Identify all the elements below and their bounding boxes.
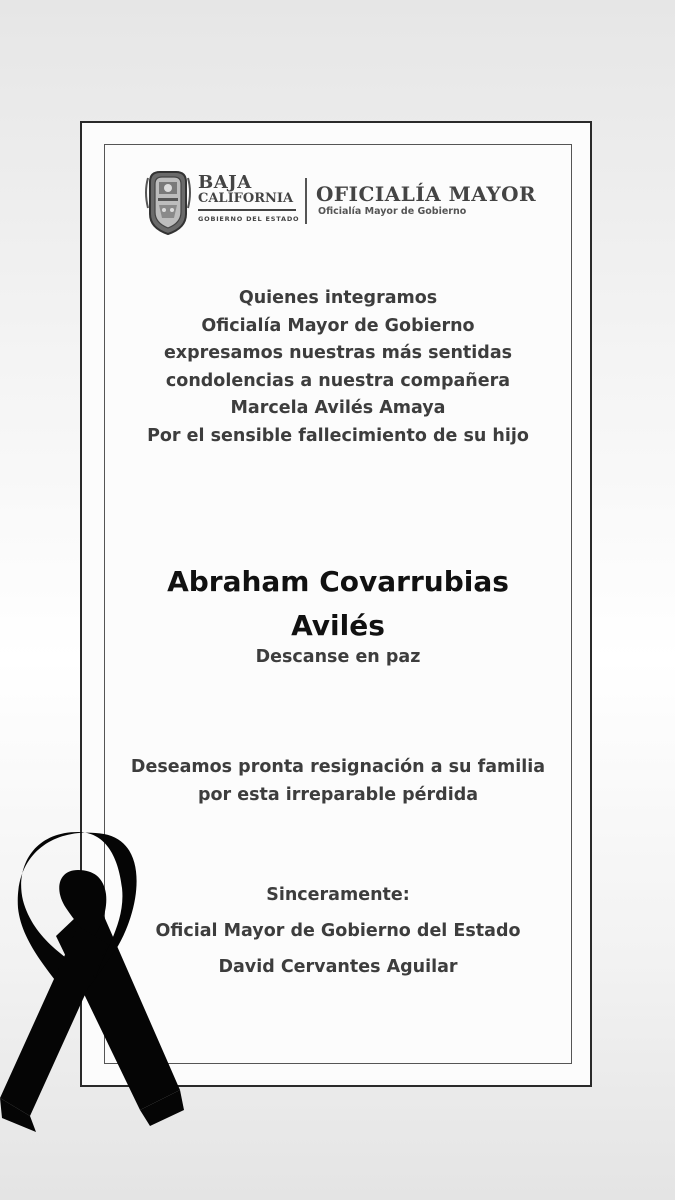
signature-title: Oficial Mayor de Gobierno del Estado — [155, 921, 521, 941]
rest-in-peace: Descanse en paz — [255, 647, 421, 667]
message-line: Marcela Avilés Amaya — [230, 398, 446, 418]
signature-closing: Sinceramente: — [266, 885, 410, 905]
deceased-name — [104, 560, 572, 648]
message-line: condolencias a nuestra compañera — [165, 370, 511, 391]
mourning-ribbon-icon — [0, 828, 185, 1133]
letterhead-divider — [305, 178, 307, 224]
state-name-rule — [198, 209, 296, 211]
letterhead — [144, 166, 564, 238]
office-subtitle: Oficialía Mayor de Gobierno — [318, 206, 467, 217]
condolence-message — [104, 285, 572, 450]
message-line: expresamos nuestras más sentidas — [163, 343, 513, 363]
deceased-name-line1: Abraham Covarrubias — [167, 565, 509, 598]
deceased-name-line2: Avilés — [291, 609, 385, 642]
signature-name: David Cervantes Aguilar — [218, 957, 458, 977]
state-government-label: GOBIERNO DEL ESTADO — [198, 215, 300, 223]
state-name-line2: CALIFORNIA — [198, 191, 294, 206]
baja-california-seal-icon — [144, 168, 192, 236]
message-line: Oficialía Mayor de Gobierno — [201, 315, 475, 336]
state-name-line1: BAJA — [198, 172, 252, 193]
office-title: OFICIALÍA MAYOR — [316, 182, 537, 206]
wish-line1: Deseamos pronta resignación a su familia — [130, 757, 546, 777]
family-wish — [104, 753, 572, 809]
message-line: Quienes integramos — [238, 288, 438, 308]
message-line: Por el sensible fallecimiento de su hijo — [147, 425, 529, 446]
wish-line2: por esta irreparable pérdida — [197, 785, 479, 805]
